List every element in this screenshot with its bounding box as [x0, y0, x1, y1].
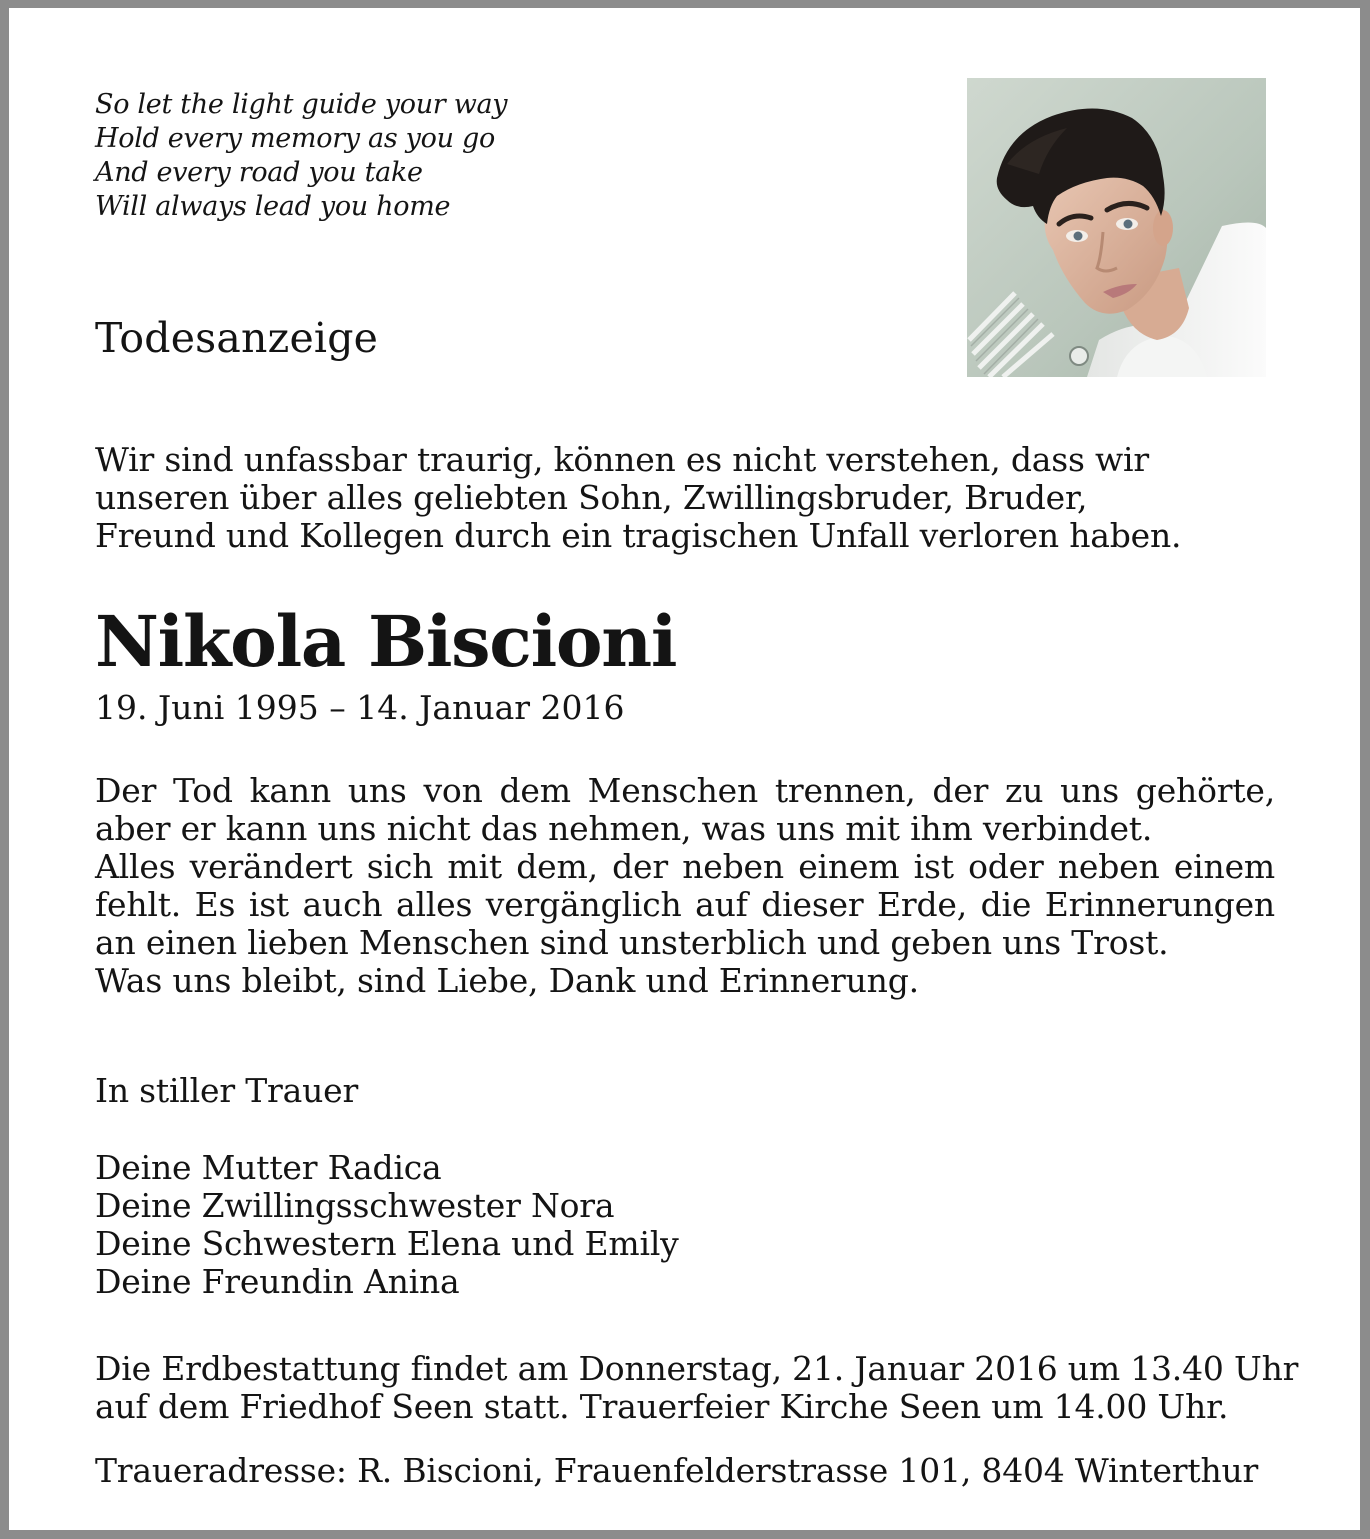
quote-line: fehlt. Es ist auch alles vergänglich auf dieser Erde, die Erinnerungen — [95, 885, 1275, 924]
quote-line: Was uns bleibt, sind Liebe, Dank und Erinnerung. — [95, 961, 919, 1000]
quote-line: aber er kann uns nicht das nehmen, was uns mit ihm verbindet. — [95, 809, 1153, 848]
intro-line: Wir sind unfassbar traurig, können es nicht verstehen, dass wir — [95, 440, 1149, 479]
life-dates: 19. Juni 1995 – 14. Januar 2016 — [95, 688, 625, 727]
deceased-name: Nikola Biscioni — [95, 600, 677, 683]
funeral-line: auf dem Friedhof Seen statt. Trauerfeier Kirche Seen um 14.00 Uhr. — [95, 1387, 1229, 1426]
family-member: Deine Zwillingsschwester Nora — [95, 1186, 615, 1225]
page-title: Todesanzeige — [95, 314, 379, 362]
family-member: Deine Schwestern Elena und Emily — [95, 1224, 679, 1263]
quote-line: Alles verändert sich mit dem, der neben einem ist oder neben einem — [95, 847, 1275, 886]
portrait-photo-icon — [967, 78, 1266, 377]
poem-line: Will always lead you home — [95, 191, 451, 222]
poem-line: Hold every memory as you go — [95, 123, 495, 154]
funeral-info — [95, 1350, 1298, 1426]
quote-line: an einen lieben Menschen sind unsterblich und geben uns Trost. — [95, 923, 1169, 962]
poem-line: And every road you take — [95, 157, 423, 188]
intro-line: Freund und Kollegen durch ein tragischen Unfall verloren haben. — [95, 516, 1182, 555]
mourning-address: Traueradresse: R. Biscioni, Frauenfelderstrasse 101, 8404 Winterthur — [95, 1451, 1259, 1490]
intro-paragraph — [95, 441, 1181, 555]
family-list — [95, 1149, 679, 1301]
intro-line: unseren über alles geliebten Sohn, Zwillingsbruder, Bruder, — [95, 478, 1088, 517]
mourning-line: In stiller Trauer — [95, 1071, 359, 1110]
quote-line: Der Tod kann uns von dem Menschen trennen, der zu uns gehörte, — [95, 771, 1275, 810]
family-member: Deine Mutter Radica — [95, 1148, 442, 1187]
poem-line: So let the light guide your way — [95, 89, 508, 120]
family-member: Deine Freundin Anina — [95, 1262, 460, 1301]
funeral-line: Die Erdbestattung findet am Donnerstag, 21. Januar 2016 um 13.40 Uhr — [95, 1349, 1299, 1388]
quote-paragraph — [95, 772, 1275, 1000]
poem — [95, 88, 507, 224]
